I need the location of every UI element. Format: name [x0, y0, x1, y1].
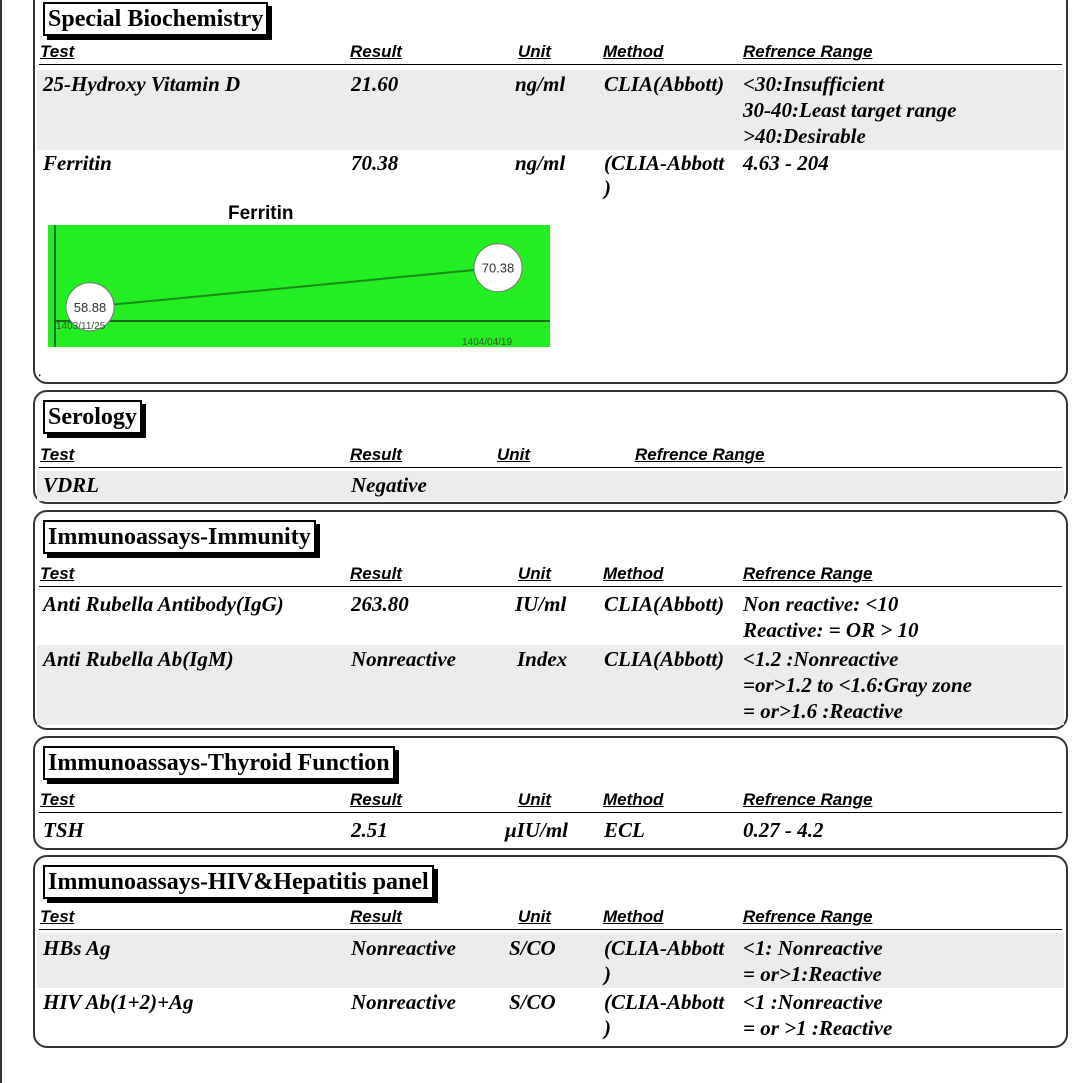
col-header-unit: Unit	[518, 790, 552, 809]
test-name: TSH	[43, 818, 84, 842]
ferritin-chart	[48, 225, 550, 347]
col-header-test: Test	[40, 445, 75, 464]
test-method: ECL	[604, 818, 645, 842]
page-left-rule	[0, 0, 2, 1083]
test-name: VDRL	[43, 473, 100, 497]
test-unit: ng/ml	[515, 151, 566, 175]
test-result: 70.38	[351, 151, 399, 175]
col-header-test: Test	[40, 907, 75, 926]
col-header-result: Result	[350, 42, 402, 61]
chart-title: Ferritin	[228, 203, 294, 224]
reference-line: 0.27 - 4.2	[743, 818, 824, 842]
test-name: Anti Rubella Antibody(IgG)	[43, 592, 284, 616]
reference-line: <1 :Nonreactive	[743, 990, 883, 1014]
panel-immunoassays-immunity	[33, 510, 1068, 730]
test-method-cont: )	[604, 962, 611, 986]
col-header-unit: Unit	[518, 42, 552, 61]
reference-line: = or>1.6 :Reactive	[743, 699, 903, 723]
test-unit: ng/ml	[515, 72, 566, 96]
reference-line: <1: Nonreactive	[743, 936, 883, 960]
test-unit: Index	[517, 647, 568, 671]
col-header-result: Result	[350, 790, 402, 809]
test-unit: S/CO	[509, 936, 556, 960]
test-result: Nonreactive	[351, 647, 456, 671]
reference-line: >40:Desirable	[743, 124, 866, 148]
col-header-test: Test	[40, 564, 75, 583]
header-rule	[39, 586, 1062, 587]
section-title: Special Biochemistry	[43, 2, 268, 36]
section-title: Immunoassays-Thyroid Function	[43, 746, 395, 780]
test-method: CLIA(Abbott)	[604, 592, 725, 616]
section-title: Immunoassays-HIV&Hepatitis panel	[43, 865, 434, 899]
x-tick-label: 1404/04/19	[462, 337, 513, 347]
panel-immunoassays-thyroid	[33, 736, 1068, 850]
test-unit: IU/ml	[515, 592, 567, 616]
reference-line: <1.2 :Nonreactive	[743, 647, 899, 671]
test-result: 21.60	[351, 72, 399, 96]
col-header-method: Method	[603, 907, 664, 926]
test-name: Ferritin	[43, 151, 112, 175]
col-header-unit: Unit	[518, 907, 552, 926]
col-header-result: Result	[350, 564, 402, 583]
test-result: Nonreactive	[351, 936, 456, 960]
test-method: CLIA(Abbott)	[604, 72, 725, 96]
col-header-method: Method	[603, 790, 664, 809]
col-header-reference: Refrence Range	[743, 564, 873, 583]
test-name: HBs Ag	[43, 936, 111, 960]
col-header-unit: Unit	[497, 445, 531, 464]
reference-line: <30:Insufficient	[743, 72, 885, 96]
col-header-reference: Refrence Range	[743, 907, 873, 926]
data-label: 58.88	[73, 299, 107, 315]
col-header-result: Result	[350, 445, 402, 464]
test-unit: μIU/ml	[505, 818, 569, 842]
reference-line: = or >1 :Reactive	[743, 1016, 893, 1040]
reference-line: = or>1:Reactive	[743, 962, 882, 986]
col-header-method: Method	[603, 42, 664, 61]
panel-serology	[33, 390, 1068, 504]
col-header-reference: Refrence Range	[743, 42, 873, 61]
reference-line: Non reactive: <10	[743, 592, 899, 616]
test-result: 2.51	[351, 818, 388, 842]
col-header-test: Test	[40, 790, 75, 809]
section-title: Serology	[43, 400, 142, 434]
col-header-test: Test	[40, 42, 75, 61]
test-method-cont: )	[604, 1016, 611, 1040]
panel-immunoassays-hiv-hepatitis	[33, 855, 1068, 1048]
x-tick-label: 1403/11/25	[56, 321, 106, 332]
test-name: Anti Rubella Ab(IgM)	[43, 647, 234, 671]
reference-line: =or>1.2 to <1.6:Gray zone	[743, 673, 972, 697]
col-header-unit: Unit	[518, 564, 552, 583]
test-unit: S/CO	[509, 990, 556, 1014]
test-result: Nonreactive	[351, 990, 456, 1014]
header-rule	[39, 929, 1062, 930]
col-header-reference: Refrence Range	[743, 790, 873, 809]
test-method-cont: )	[604, 176, 611, 200]
test-name: HIV Ab(1+2)+Ag	[43, 990, 194, 1014]
test-method: CLIA(Abbott)	[604, 647, 725, 671]
test-method: (CLIA-Abbott	[604, 936, 725, 960]
data-label: 70.38	[481, 260, 515, 276]
test-method: (CLIA-Abbott	[604, 151, 725, 175]
row-background	[37, 471, 1064, 501]
reference-line: 30-40:Least target range	[743, 98, 957, 122]
reference-line: Reactive: = OR > 10	[743, 618, 919, 642]
test-result: 263.80	[351, 592, 409, 616]
test-result: Negative	[351, 473, 427, 497]
col-header-reference: Refrence Range	[635, 445, 765, 464]
ferritin-chart-svg	[48, 225, 550, 347]
test-method: (CLIA-Abbott	[604, 990, 725, 1014]
reference-line: 4.63 - 204	[743, 151, 829, 175]
col-header-result: Result	[350, 907, 402, 926]
col-header-method: Method	[603, 564, 664, 583]
test-name: 25-Hydroxy Vitamin D	[43, 72, 241, 96]
section-title: Immunoassays-Immunity	[43, 520, 316, 554]
header-rule	[39, 812, 1062, 813]
header-rule	[39, 64, 1062, 65]
footnote-dot: .	[38, 365, 42, 380]
header-rule	[39, 467, 1062, 468]
